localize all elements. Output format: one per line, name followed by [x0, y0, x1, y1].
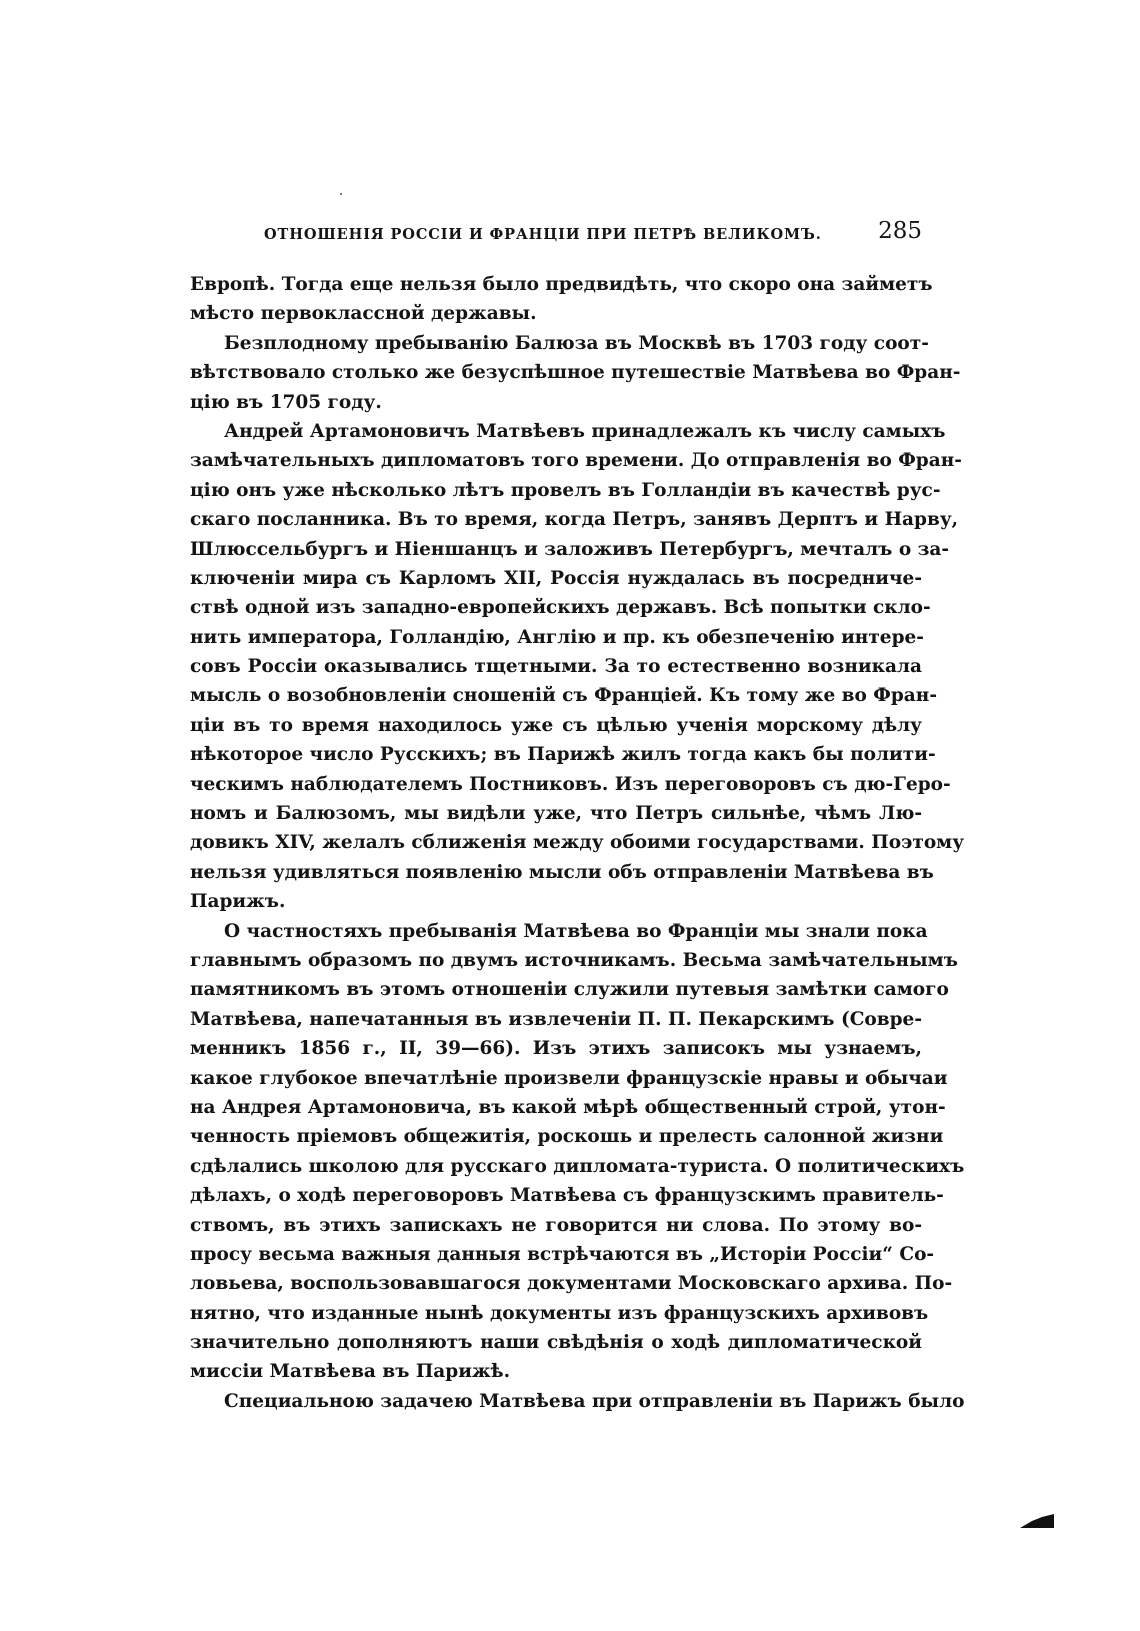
text-line: мѣсто первоклассной державы.	[190, 303, 537, 325]
text-line: ченность пріемовъ общежитія, роскошь и прелесть салонной жизни	[190, 1126, 944, 1148]
text-line: миссіи Матвѣева въ Парижѣ.	[190, 1361, 511, 1383]
text-line: ціи въ то время находилось уже съ цѣлью ученія морскому дѣлу	[190, 714, 922, 736]
page-number: 285	[878, 218, 922, 244]
text-line: какое глубокое впечатлѣніе произвели французскіе нравы и обычаи	[190, 1067, 948, 1089]
corner-ink-mark	[1018, 1511, 1056, 1531]
text-line: номъ и Балюзомъ, мы видѣли уже, что Петръ сильнѣе, чѣмъ Лю-	[190, 803, 922, 825]
text-line: менникъ 1856 г., II, 39—66). Изъ этихъ записокъ мы узнаемъ,	[190, 1038, 922, 1060]
paragraph-first-line: Специальною задачею Матвѣева при отправленіи въ Парижъ было	[224, 1390, 965, 1412]
text-line: довикъ XIV, желалъ сближенія между обоими государствами. Поэтому	[190, 832, 965, 854]
running-header	[192, 218, 922, 254]
text-line: цію онъ уже нѣсколько лѣтъ провелъ въ Голландіи въ качествѣ рус-	[190, 479, 941, 501]
page-speck	[340, 193, 342, 195]
text-line: Парижъ.	[190, 891, 286, 913]
running-title: ОТНОШЕНІЯ РОССІИ И ФРАНЦІИ ПРИ ПЕТРѢ ВЕЛИКОМЪ.	[264, 226, 822, 243]
text-line: нить императора, Голландію, Англію и пр. къ обезпеченію интере-	[190, 626, 924, 648]
text-line: вѣтствовало столько же безуспѣшное путешествіе Матвѣева во Фран-	[190, 362, 961, 384]
text-line: Европѣ. Тогда еще нельзя было предвидѣть, что скоро она займетъ	[190, 274, 933, 295]
text-line: Шлюссельбургъ и Ніеншанцъ и заложивъ Петербургъ, мечталъ о за-	[190, 538, 950, 560]
text-line: главнымъ образомъ по двумъ источникамъ. Весьма замѣчательнымъ	[190, 949, 958, 971]
text-line: замѣчательныхъ дипломатовъ того времени. До отправленія во Фран-	[190, 450, 962, 472]
paragraph-first-line: Безплодному пребыванію Балюза въ Москвѣ въ 1703 году соот-	[224, 332, 929, 354]
text-line: значительно дополняютъ наши свѣдѣнія о ходѣ дипломатической	[190, 1332, 922, 1354]
text-line: совъ Россіи оказывались тщетными. За то естественно возникала	[190, 656, 922, 678]
text-line: нѣкоторое число Русскихъ; въ Парижѣ жилъ тогда какъ бы полити-	[190, 744, 936, 766]
body-text	[190, 270, 965, 1416]
text-line: ловьева, воспользовавшагося документами Московскаго архива. По-	[190, 1273, 953, 1295]
text-line: ствомъ, въ этихъ запискахъ не говорится ни слова. По этому во-	[190, 1214, 922, 1236]
text-line: памятникомъ въ этомъ отношеніи служили путевыя замѣтки самого	[190, 979, 949, 1001]
text-line: дѣлахъ, о ходѣ переговоровъ Матвѣева съ французскимъ правитель-	[190, 1185, 944, 1207]
text-line: цію въ 1705 году.	[190, 391, 382, 413]
text-line: нельзя удивляться появленію мысли объ отправленіи Матвѣева въ	[190, 861, 934, 883]
text-line: скаго посланника. Въ то время, когда Петръ, занявъ Дерптъ и Нарву,	[190, 509, 959, 531]
paragraph-first-line: Андрей Артамоновичъ Матвѣевъ принадлежалъ къ числу самыхъ	[224, 420, 946, 442]
text-line: ключеніи мира съ Карломъ XII, Россія нуждалась въ посредниче-	[190, 567, 922, 589]
text-line: нятно, что изданные нынѣ документы изъ французскихъ архивовъ	[190, 1302, 929, 1324]
text-line: мысль о возобновленіи сношеній съ Франціей. Къ тому же во Фран-	[190, 685, 938, 707]
text-line: Матвѣева, напечатанныя въ извлеченіи П. П. Пекарскимъ (Совре-	[190, 1008, 922, 1030]
text-line: ствѣ одной изъ западно-европейскихъ державъ. Всѣ попытки скло-	[190, 597, 931, 619]
text-line: ческимъ наблюдателемъ Постниковъ. Изъ переговоровъ съ дю-Геро-	[190, 773, 951, 795]
text-line: на Андрея Артамоновича, въ какой мѣрѣ общественный строй, утон-	[190, 1096, 946, 1118]
text-line: просу весьма важныя данныя встрѣчаются въ „Исторіи Россіи“ Со-	[190, 1243, 935, 1265]
paragraph-first-line: О частностяхъ пребыванія Матвѣева во Франціи мы знали пока	[224, 920, 928, 942]
text-line: сдѣлались школою для русскаго дипломата-туриста. О политическихъ	[190, 1155, 965, 1177]
